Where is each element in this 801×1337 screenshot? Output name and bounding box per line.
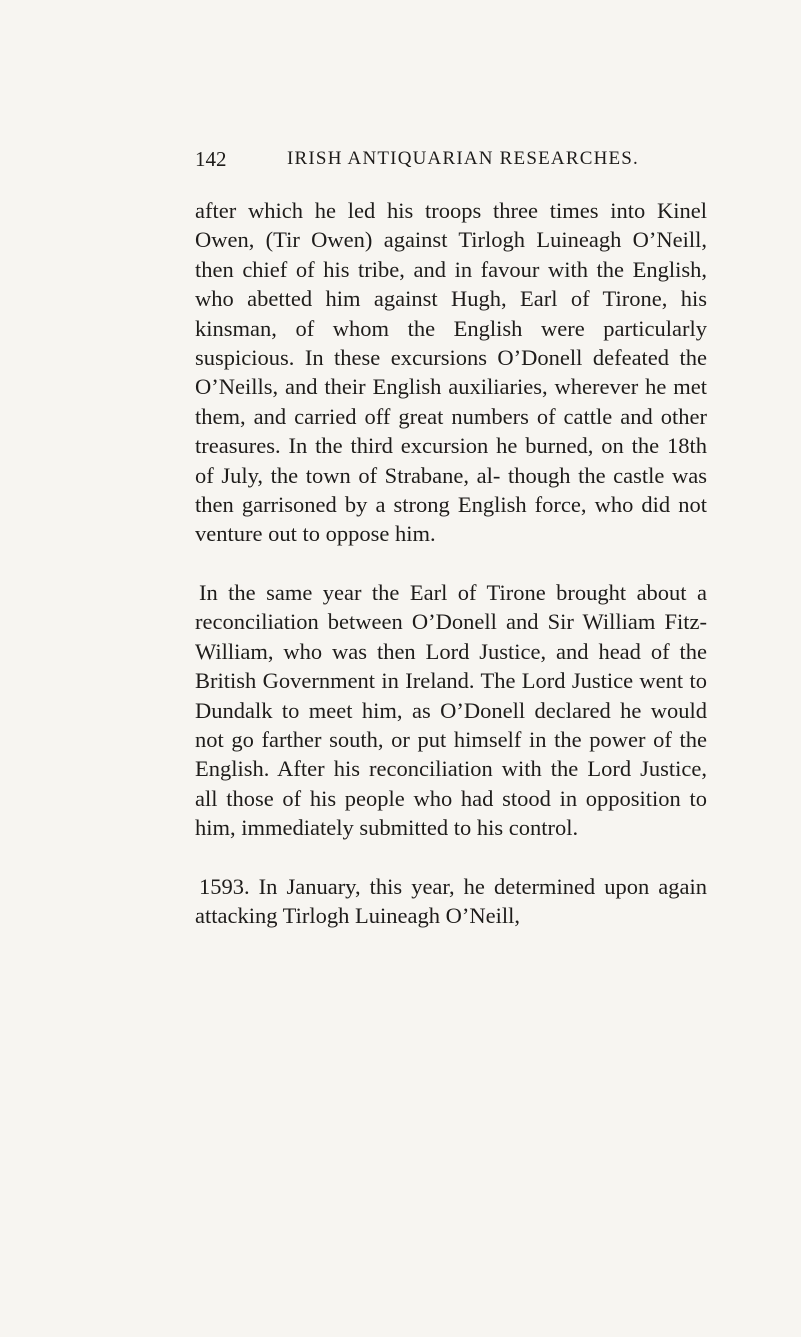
paragraph-2: In the same year the Earl of Tirone brought about a reconciliation between O’Donell and Sir William Fitz-William, who was then Lord Justice, and head of the British Government in Ireland. The Lord Justice went to Dundalk to meet him, as O’Donell declared he would not go farther south, or put himself in the power of the English. After his reconciliation with the Lord Justice, all those of his people who had stood in opposition to him, immediately submitted to his control.	[195, 579, 707, 841]
running-head	[195, 147, 755, 183]
running-title: IRISH ANTIQUARIAN RESEARCHES.	[287, 148, 640, 169]
page-number: 142	[195, 147, 227, 171]
paragraph-1: after which he led his troops three times into Kinel Owen, (Tir Owen) against Tirlogh Luineagh O’Neill, then chief of his tribe, and in favour with the English, who abetted him against Hugh, Earl of Tirone, his kinsman, of whom the English were particularly suspicious. In these excursions O’Donell defeated the O’Neills, and their English auxiliaries, wherever he met them, and carried off great numbers of cattle and other treasures. In the third excursion he burned, on the 18th of July, the town of Strabane, al- though the castle was then garrisoned by a strong English force, who did not venture out to oppose him.	[195, 198, 707, 547]
body-text	[195, 196, 707, 930]
paragraph-3: 1593. In January, this year, he determined upon again attacking Tirlogh Luineagh O’Neill,	[195, 873, 707, 928]
